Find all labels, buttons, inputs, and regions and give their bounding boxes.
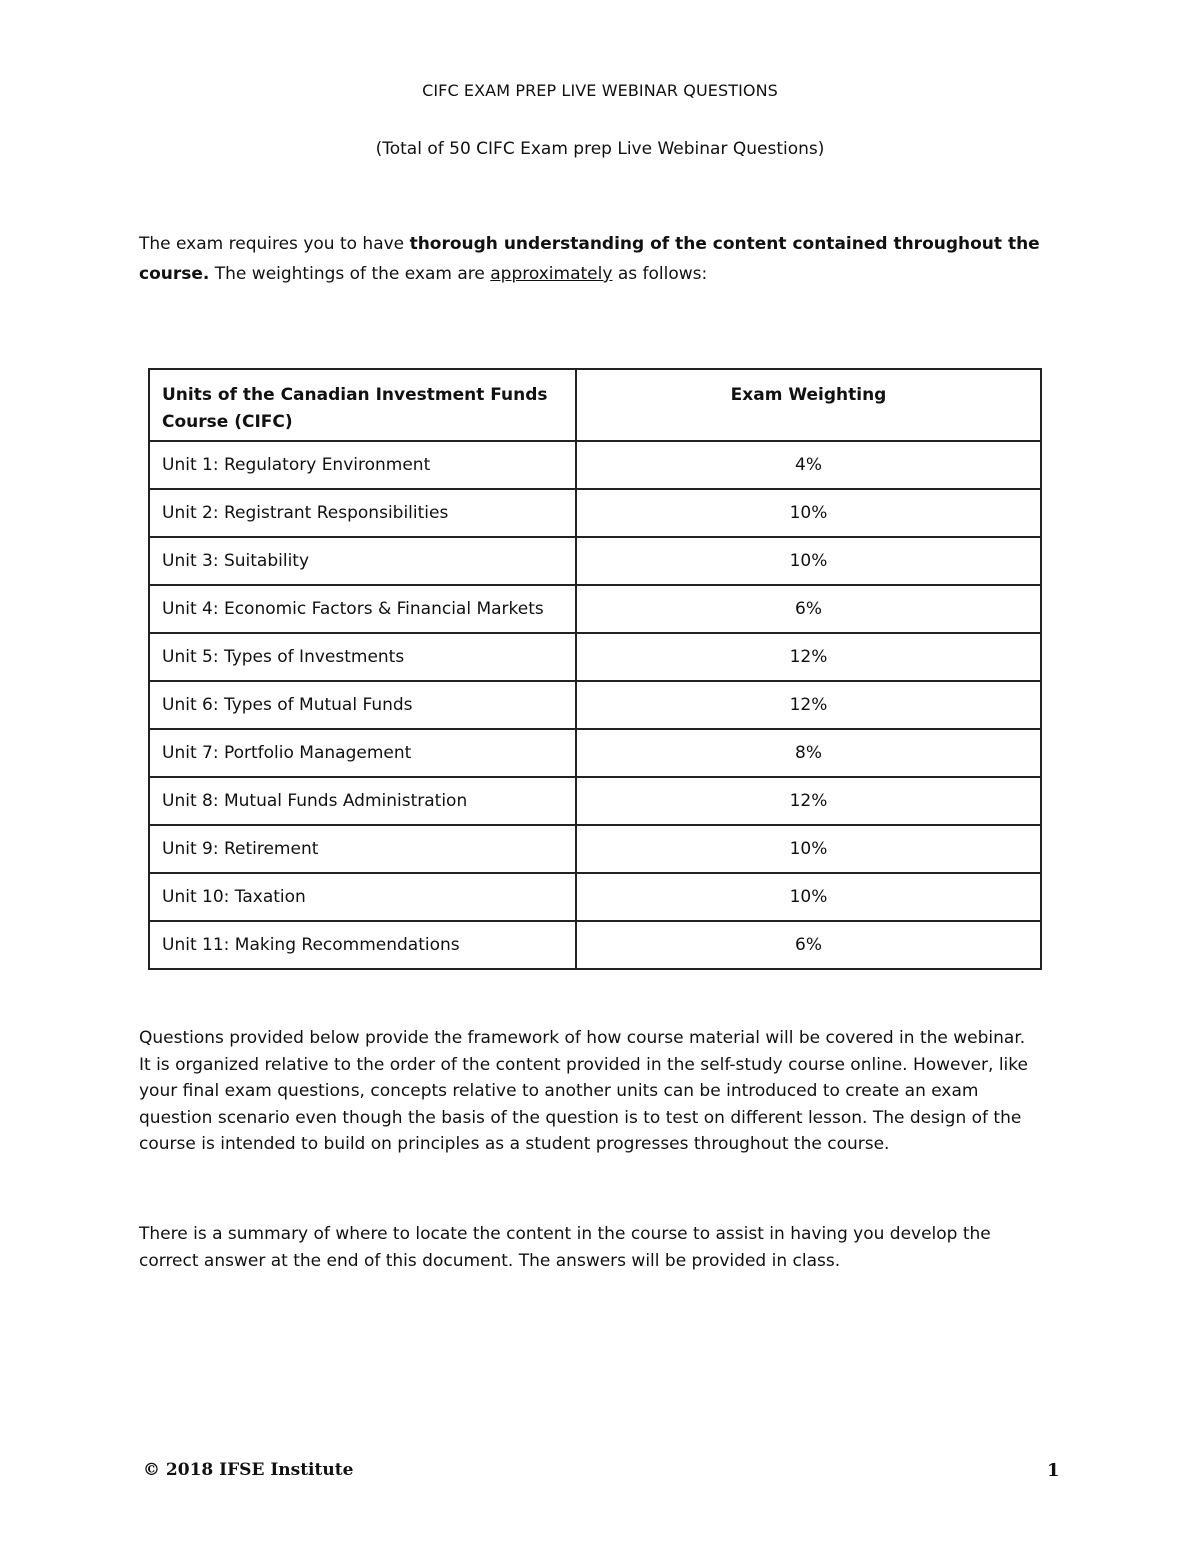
footer-copyright: © 2018 IFSE Institute [143, 1460, 354, 1480]
unit-cell: Unit 6: Types of Mutual Funds [149, 681, 576, 729]
table-header-row [149, 369, 1041, 441]
table-row [149, 921, 1041, 969]
header-units: Units of the Canadian Investment Funds Course (CIFC) [149, 369, 576, 441]
table-row [149, 729, 1041, 777]
weight-cell: 4% [576, 441, 1041, 489]
summary-paragraph: There is a summary of where to locate the content in the course to assist in having you develop the correct answer at the end of this document. The answers will be provided in class. [139, 1224, 991, 1271]
table-row [149, 825, 1041, 873]
table-row [149, 585, 1041, 633]
table-row [149, 681, 1041, 729]
intro-underlined-text: approximately [490, 264, 613, 284]
exam-weighting-table [148, 368, 1042, 970]
weight-cell: 12% [576, 777, 1041, 825]
page-number: 1 [1047, 1460, 1060, 1481]
table-row [149, 537, 1041, 585]
weight-cell: 10% [576, 825, 1041, 873]
unit-cell: Unit 1: Regulatory Environment [149, 441, 576, 489]
intro-text-2: The weightings of the exam are [209, 264, 491, 284]
intro-text-3: as follows: [612, 264, 708, 284]
table-row [149, 777, 1041, 825]
framework-paragraph: Questions provided below provide the framework of how course material will be covered in the webinar. It is organized relative to the order of the content provided in the self-study course online. However, like your final exam questions, concepts relative to another units can be introduced to create an exam question scenario even though the basis of the question is to test on different lesson. The design of the course is intended to build on principles as a student progresses throughout the course. [139, 1028, 1028, 1154]
table-row [149, 873, 1041, 921]
table-row [149, 633, 1041, 681]
unit-cell: Unit 11: Making Recommendations [149, 921, 576, 969]
weight-cell: 12% [576, 681, 1041, 729]
table-row [149, 441, 1041, 489]
weight-cell: 6% [576, 921, 1041, 969]
unit-cell: Unit 8: Mutual Funds Administration [149, 777, 576, 825]
unit-cell: Unit 4: Economic Factors & Financial Markets [149, 585, 576, 633]
intro-paragraph [139, 229, 1059, 289]
unit-cell: Unit 3: Suitability [149, 537, 576, 585]
weight-cell: 8% [576, 729, 1041, 777]
weight-cell: 10% [576, 873, 1041, 921]
unit-cell: Unit 10: Taxation [149, 873, 576, 921]
weight-cell: 6% [576, 585, 1041, 633]
weight-cell: 12% [576, 633, 1041, 681]
unit-cell: Unit 9: Retirement [149, 825, 576, 873]
intro-bold-text: thorough understanding of the content contained throughout the course. [139, 234, 1040, 284]
unit-cell: Unit 7: Portfolio Management [149, 729, 576, 777]
unit-cell: Unit 2: Registrant Responsibilities [149, 489, 576, 537]
intro-text-1: The exam requires you to have [139, 234, 410, 254]
weight-cell: 10% [576, 537, 1041, 585]
header-exam-weighting: Exam Weighting [576, 369, 1041, 441]
document-subtitle: (Total of 50 CIFC Exam prep Live Webinar Questions) [375, 139, 825, 159]
unit-cell: Unit 5: Types of Investments [149, 633, 576, 681]
weight-cell: 10% [576, 489, 1041, 537]
table-row [149, 489, 1041, 537]
document-title: CIFC EXAM PREP LIVE WEBINAR QUESTIONS [422, 81, 778, 100]
